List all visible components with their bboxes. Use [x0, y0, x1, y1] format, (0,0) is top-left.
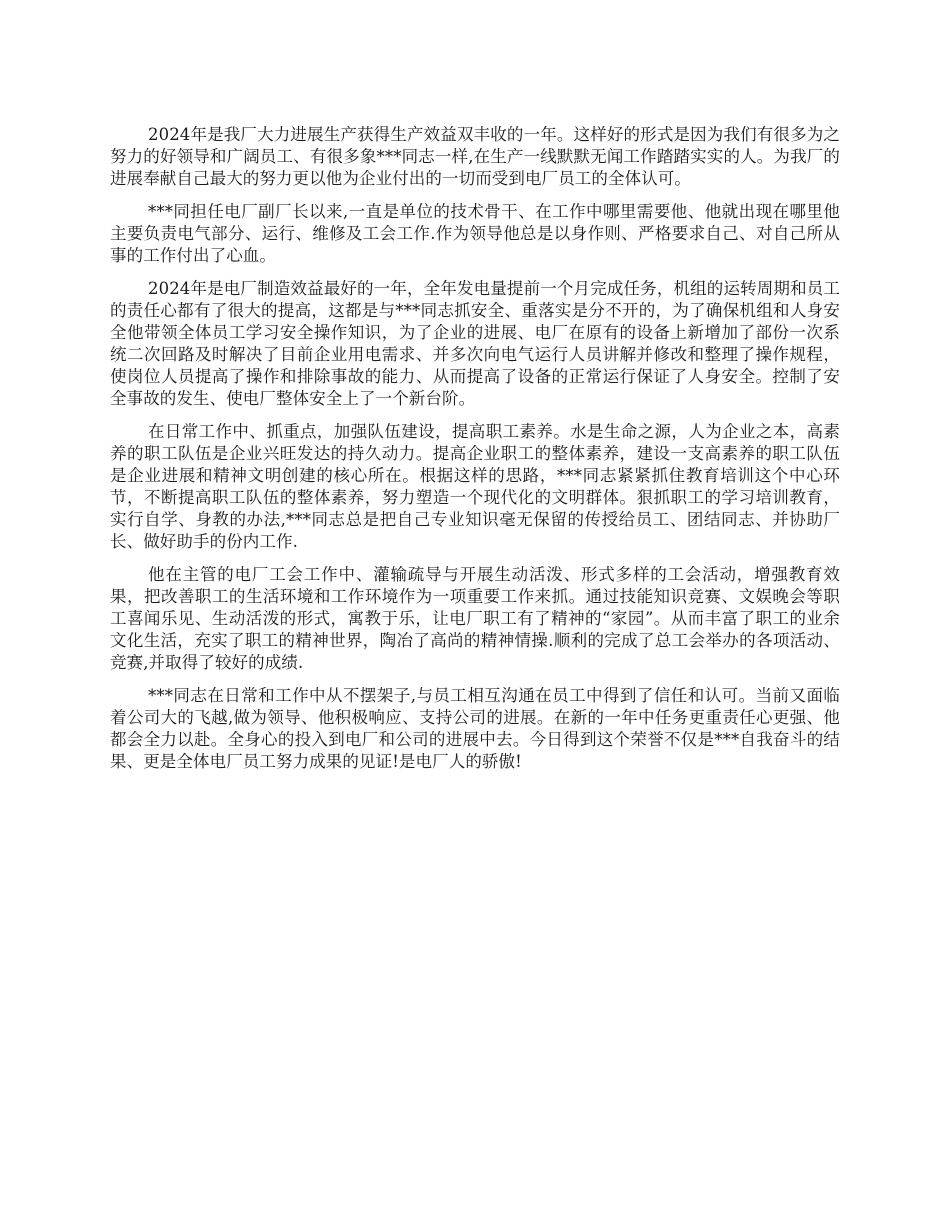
paragraph-4: 在日常工作中、抓重点，加强队伍建设，提高职工素养。水是生命之源，人为企业之本，高素养的职工队伍是企业兴旺发达的持久动力。提高企业职工的整体素养，建设一支高素养的职工队伍是企业进展和精神文明创建的核心所在。根据这样的思路，***同志紧紧抓住教育培训这个中心环节，不断提高职工队伍的整体素养，努力塑造一个现代化的文明群体。狠抓职工的学习培训教育，实行自学、身教的办法,***同志总是把自己专业知识毫无保留的传授给员工、团结同志、并协助厂长、做好助手的份内工作. [110, 422, 840, 551]
paragraph-3: 2024年是电厂制造效益最好的一年，全年发电量提前一个月完成任务，机组的运转周期和员工的责任心都有了很大的提高，这都是与***同志抓安全、重落实是分不开的，为了确保机组和人身安全他带领全体员工学习安全操作知识，为了企业的进展、电厂在原有的设备上新增加了部份一次系统二次回路及时解决了目前企业用电需求、并多次向电气运行人员讲解并修改和整理了操作规程，使岗位人员提高了操作和排除事故的能力、从而提高了设备的正常运行保证了人身安全。控制了安全事故的发生、使电厂整体安全上了一个新台阶。 [110, 279, 840, 408]
paragraph-5: 他在主管的电厂工会工作中、灌输疏导与开展生动活泼、形式多样的工会活动，增强教育效果，把改善职工的生活环境和工作环境作为一项重要工作来抓。通过技能知识竞赛、文娱晚会等职工喜闻乐见、生动活泼的形式，寓教于乐，让电厂职工有了精神的“家园”。从而丰富了职工的业余文化生活，充实了职工的精神世界，陶冶了高尚的精神情操.顺利的完成了总工会举办的各项活动、竞赛,并取得了较好的成绩. [110, 565, 840, 672]
paragraph-2: ***同担任电厂副厂长以来,一直是单位的技术骨干、在工作中哪里需要他、他就出现在哪里他主要负责电气部分、运行、维修及工会工作.作为领导他总是以身作则、严格要求自己、对自己所从事的工作付出了心血。 [110, 202, 840, 265]
paragraph-1: 2024年是我厂大力进展生产获得生产效益双丰收的一年。这样好的形式是因为我们有很多为之努力的好领导和广阔员工、有很多象***同志一样,在生产一线默默无闻工作踏踏实实的人。为我厂的进展奉献自己最大的努力更以他为企业付出的一切而受到电厂员工的全体认可。 [110, 125, 840, 188]
paragraph-6: ***同志在日常和工作中从不摆架子,与员工相互沟通在员工中得到了信任和认可。当前又面临着公司大的飞越,做为领导、他积极响应、支持公司的进展。在新的一年中任务更重责任心更强、他都会全力以赴。全身心的投入到电厂和公司的进展中去。今日得到这个荣誉不仅是***自我奋斗的结果、更是全体电厂员工努力成果的见证!是电厂人的骄傲! [110, 686, 840, 771]
document-page [110, 124, 840, 784]
